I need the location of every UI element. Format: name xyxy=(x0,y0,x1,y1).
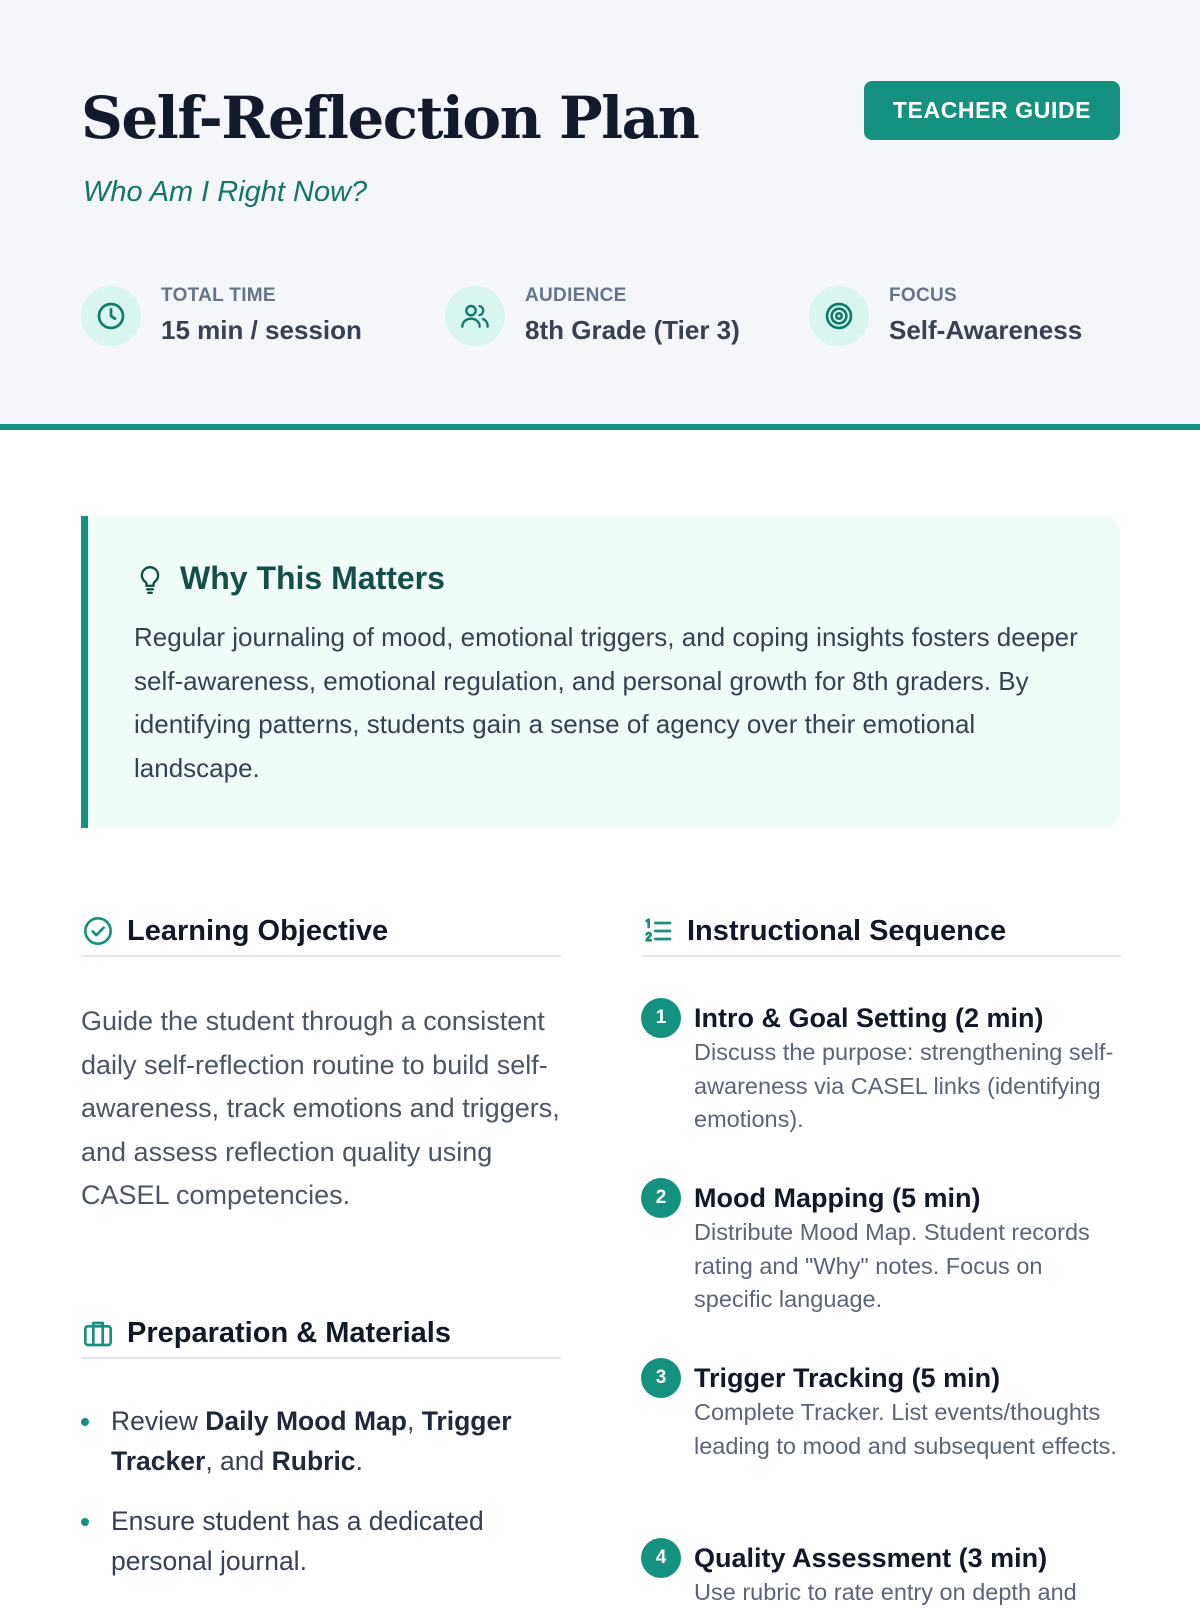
step-number-badge: 2 xyxy=(641,1178,681,1218)
step-title: Trigger Tracking (5 min) xyxy=(694,1363,1001,1393)
materials-item xyxy=(81,1501,561,1581)
step-description: Use rubric to rate entry on depth and xyxy=(694,1579,1077,1605)
why-title: Why This Matters xyxy=(180,560,445,596)
learning-objective-header xyxy=(81,907,561,957)
why-this-matters-panel xyxy=(81,516,1120,828)
material-name: Daily Mood Map xyxy=(205,1406,407,1436)
page-title: Self-Reflection Plan xyxy=(81,84,699,152)
bullet-icon xyxy=(81,1518,89,1526)
step-description: Distribute Mood Map. Student records rating and "Why" notes. Focus on specific language. xyxy=(694,1219,1090,1312)
bullet-icon xyxy=(81,1418,89,1426)
material-text: , xyxy=(406,1406,422,1436)
step-number-badge: 1 xyxy=(641,998,681,1038)
step-number-badge: 4 xyxy=(641,1538,681,1578)
materials-title: Preparation & Materials xyxy=(127,1317,451,1349)
meta-value: 15 min / session xyxy=(161,315,362,345)
meta-audience xyxy=(445,281,740,351)
numbered-list-icon xyxy=(641,914,675,948)
material-name: Trigger Tracker xyxy=(111,1406,512,1476)
check-circle-icon xyxy=(81,914,115,948)
meta-value: 8th Grade (Tier 3) xyxy=(525,315,740,345)
step-title: Intro & Goal Setting (2 min) xyxy=(694,1003,1044,1033)
materials-header xyxy=(81,1309,561,1359)
page-subtitle: Who Am I Right Now? xyxy=(83,176,368,208)
sequence-title: Instructional Sequence xyxy=(687,915,1007,947)
briefcase-icon xyxy=(81,1316,115,1350)
step-title: Mood Mapping (5 min) xyxy=(694,1183,981,1213)
materials-item xyxy=(81,1401,561,1481)
sequence-header xyxy=(641,907,1121,957)
target-icon xyxy=(809,286,869,346)
step-description: Complete Tracker. List events/thoughts leading to mood and subsequent effects. xyxy=(694,1399,1117,1459)
materials-list xyxy=(81,1401,561,1601)
lightbulb-icon xyxy=(136,563,164,602)
why-body: Regular journaling of mood, emotional triggers, and coping insights fosters deeper self-awareness, emotional regulation, and personal growth for 8th graders. By identifying patterns, students gain a sense of agency over their emotional landscape. xyxy=(134,622,1078,783)
meta-total-time xyxy=(81,281,362,351)
meta-label: FOCUS xyxy=(889,285,957,306)
material-text: , and xyxy=(205,1446,272,1476)
material-text: Ensure student has a dedicated personal journal. xyxy=(111,1506,484,1576)
page-header xyxy=(0,0,1200,430)
teacher-guide-button[interactable]: TEACHER GUIDE xyxy=(864,81,1120,140)
step-number-badge: 3 xyxy=(641,1358,681,1398)
step-title: Quality Assessment (3 min) xyxy=(694,1543,1048,1573)
material-name: Rubric xyxy=(271,1446,356,1476)
learning-objective-title: Learning Objective xyxy=(127,915,389,947)
clock-icon xyxy=(81,286,141,346)
material-text: Review xyxy=(111,1406,206,1436)
meta-label: TOTAL TIME xyxy=(161,285,276,306)
meta-value: Self-Awareness xyxy=(889,315,1083,345)
step-description: Discuss the purpose: strengthening self-awareness via CASEL links (identifying emotions). xyxy=(694,1039,1114,1132)
meta-focus xyxy=(809,281,1082,351)
material-text: . xyxy=(355,1446,363,1476)
meta-label: AUDIENCE xyxy=(525,285,627,306)
users-icon xyxy=(445,286,505,346)
learning-objective-body: Guide the student through a consistent daily self-reflection routine to build self-awareness, track emotions and triggers, and assess reflection quality using CASEL competencies. xyxy=(81,1006,560,1210)
